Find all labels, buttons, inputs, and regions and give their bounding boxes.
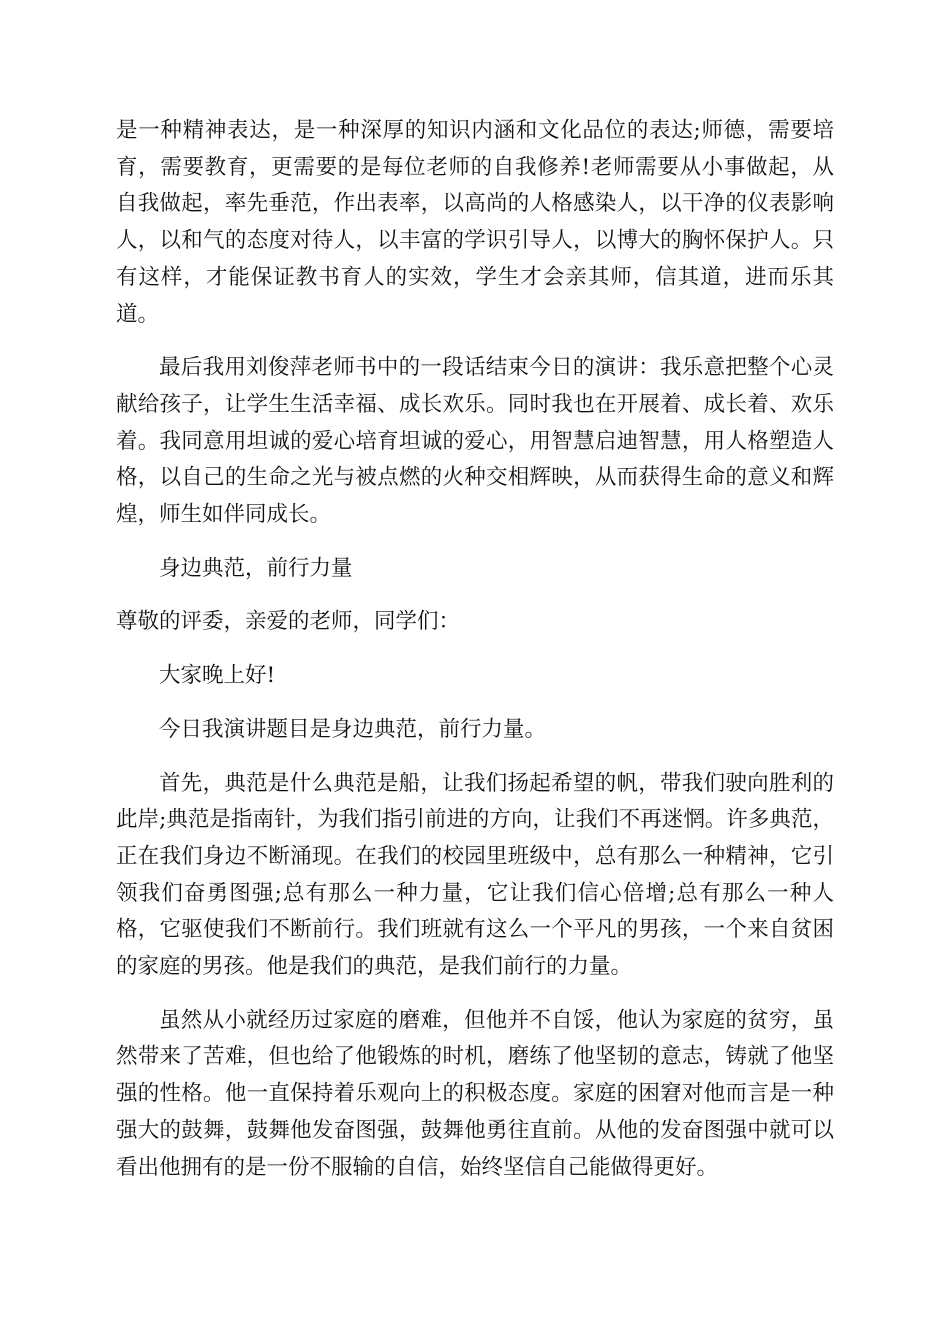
salutation: 尊敬的评委，亲爱的老师，同学们：: [116, 609, 461, 635]
greeting: 大家晚上好!: [159, 663, 276, 689]
paragraph-continued: 是一种精神表达，是一种深厚的知识内涵和文化品位的表达;师德，需要培育，需要教育，更需要的是每位老师的自我修养!老师需要从小事做起，从自我做起，率先垂范，作出表率，以高尚的人格感染人，以干净的仪表影响人，以和气的态度对待人，以丰富的学识引导人，以博大的胸怀保护人。只有这样，才能保证教书育人的实效，学生才会亲其师，信其道，进而乐其道。: [116, 118, 834, 327]
paragraph-hardship: 虽然从小就经历过家庭的磨难，但他并不自馁，他认为家庭的贫穷，虽然带来了苦难，但也给了他锻炼的时机，磨练了他坚韧的意志，铸就了他坚强的性格。他一直保持着乐观向上的积极态度。家庭的困窘对他而言是一种强大的鼓舞，鼓舞他发奋图强，鼓舞他勇往直前。从他的发奋图强中就可以看出他拥有的是一份不服输的自信，始终坚信自己能做得更好。: [116, 1007, 834, 1180]
paragraph-example-definition: 首先，典范是什么典范是船，让我们扬起希望的帆，带我们驶向胜利的此岸;典范是指南针，为我们指引前进的方向，让我们不再迷惘。许多典范，正在我们身边不断涌现。在我们的校园里班级中，总有那么一种精神，它引领我们奋勇图强;总有那么一种力量，它让我们信心倍增;总有那么一种人格，它驱使我们不断前行。我们班就有这么一个平凡的男孩，一个来自贫困的家庭的男孩。他是我们的典范，是我们前行的力量。: [116, 770, 834, 980]
speech-title: 身边典范，前行力量: [159, 555, 353, 581]
paragraph-closing-quote: 最后我用刘俊萍老师书中的一段话结束今日的演讲：我乐意把整个心灵献给孩子，让学生生活幸福、成长欢乐。同时我也在开展着、成长着、欢乐着。我同意用坦诚的爱心培育坦诚的爱心，用智慧启迪智慧，用人格塑造人格，以自己的生命之光与被点燃的火种交相辉映，从而获得生命的意义和辉煌，师生如伴同成长。: [116, 355, 834, 528]
document-body: [116, 113, 834, 1203]
speech-topic: 今日我演讲题目是身边典范，前行力量。: [159, 716, 547, 742]
